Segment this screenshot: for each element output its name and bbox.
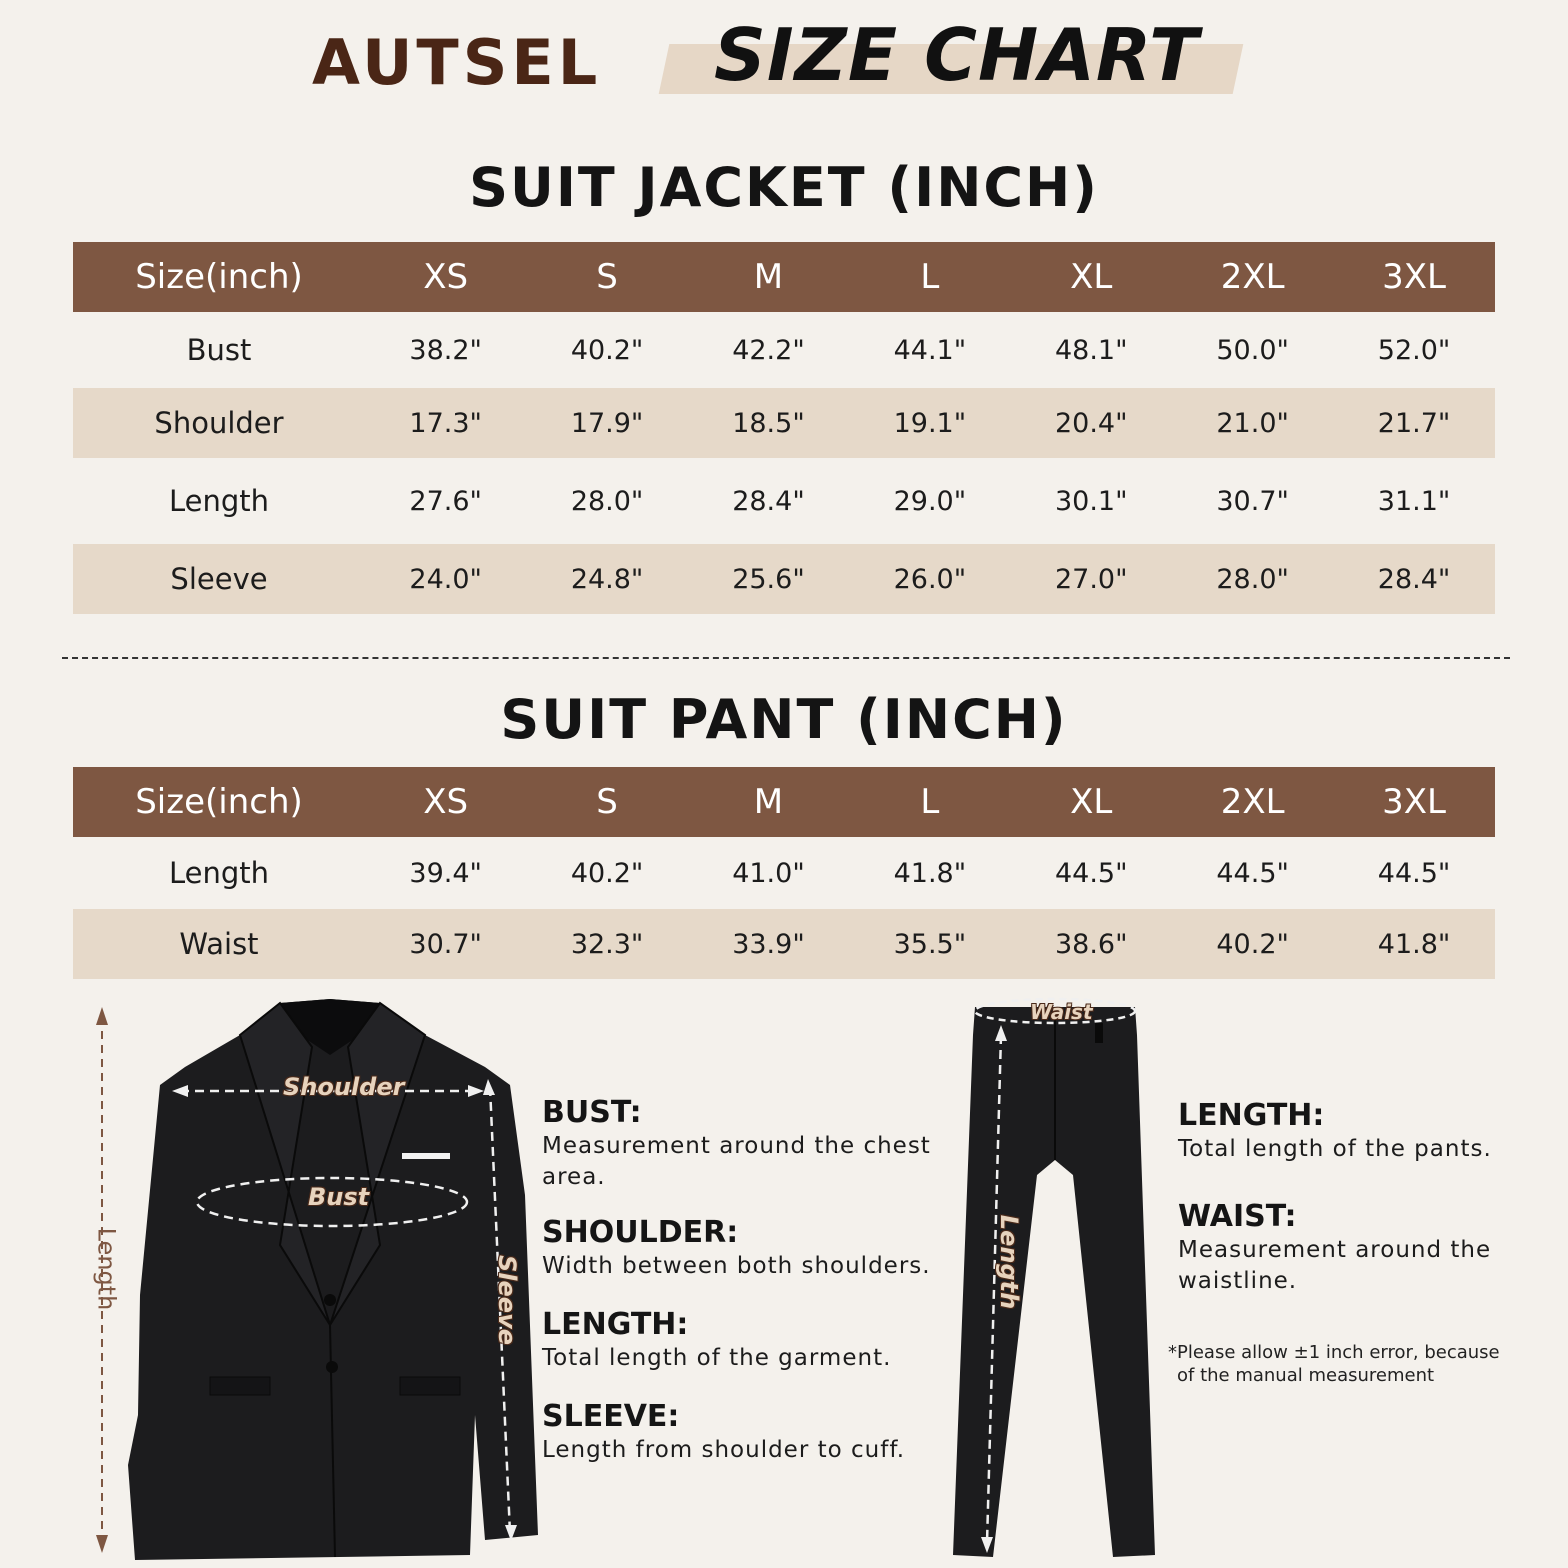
size-2xl-header: 2XL: [1220, 257, 1285, 297]
table-cell: 24.8": [570, 563, 644, 595]
size-s-header: S: [596, 782, 618, 822]
brand-logo: AUTSEL: [312, 26, 602, 99]
table-cell: 41.8": [1377, 928, 1451, 960]
guide-text: Width between both shoulders.: [542, 1253, 931, 1279]
size-l-header: L: [920, 782, 940, 822]
note-line: of the manual measurement: [1177, 1365, 1435, 1386]
guide-text: Total length of the garment.: [542, 1345, 892, 1371]
table-cell: 28.4": [1377, 563, 1451, 595]
guide-item: [542, 1215, 962, 1282]
size-2xl-header: 2XL: [1220, 782, 1285, 822]
pant-length-label: Length: [995, 1214, 1024, 1310]
row-label: Bust: [186, 333, 252, 367]
table-cell: 32.3": [570, 928, 644, 960]
table-cell: 44.5": [1377, 857, 1451, 889]
table-cell: 28.0": [570, 485, 644, 517]
table-cell: 19.1": [893, 407, 967, 439]
row-label: Waist: [179, 927, 259, 961]
size-column-header: Size(inch): [135, 782, 303, 822]
table-cell: 30.7": [1216, 485, 1289, 517]
size-3xl-header: 3XL: [1382, 257, 1446, 297]
jacket-section-title: SUIT JACKET (INCH): [469, 156, 1099, 219]
guide-item: [542, 1399, 962, 1466]
waist-label: Waist: [1030, 1000, 1093, 1024]
table-cell: 40.2": [1216, 928, 1289, 960]
pant-size-table: [73, 767, 1495, 979]
size-xl-header: XL: [1070, 257, 1113, 297]
guide-heading: BUST:: [542, 1095, 642, 1130]
table-cell: 17.9": [570, 407, 644, 439]
table-cell: 40.2": [570, 334, 644, 366]
size-xl-header: XL: [1070, 782, 1113, 822]
section-divider: [62, 657, 1510, 659]
table-cell: 28.4": [732, 485, 805, 517]
table-cell: 21.7": [1377, 407, 1451, 439]
guide-item: [542, 1095, 962, 1193]
pant-measurement-guide: [1178, 1098, 1548, 1297]
guide-heading: SHOULDER:: [542, 1215, 739, 1250]
table-cell: 31.1": [1377, 485, 1451, 517]
size-s-header: S: [596, 257, 618, 297]
guide-text: Total length of the pants.: [1178, 1136, 1492, 1162]
size-xs-header: XS: [423, 257, 469, 297]
table-cell: 27.6": [409, 485, 482, 517]
table-cell: 38.6": [1054, 928, 1128, 960]
guide-text: Measurement around the chest: [542, 1133, 931, 1159]
table-cell: 39.4": [409, 857, 482, 889]
table-cell: 26.0": [893, 563, 967, 595]
table-cell: 24.0": [409, 563, 482, 595]
table-header-row: [73, 767, 1495, 837]
guide-heading: WAIST:: [1178, 1199, 1297, 1234]
length-label: Length: [92, 1227, 121, 1311]
table-cell: 52.0": [1377, 334, 1451, 366]
size-m-header: M: [753, 257, 784, 297]
shoulder-label: Shoulder: [283, 1073, 405, 1101]
table-cell: 40.2": [570, 857, 644, 889]
pant-section-title: SUIT PANT (INCH): [500, 688, 1068, 751]
table-cell: 33.9": [732, 928, 805, 960]
table-cell: 35.5": [893, 928, 967, 960]
table-header-row: [73, 242, 1495, 312]
size-3xl-header: 3XL: [1382, 782, 1446, 822]
guide-text: Length from shoulder to cuff.: [542, 1437, 906, 1463]
note-line: *Please allow ±1 inch error, because: [1168, 1342, 1500, 1363]
guide-text: area.: [542, 1164, 606, 1190]
table-cell: 44.5": [1054, 857, 1128, 889]
table-cell: 17.3": [409, 407, 482, 439]
jacket-measurement-guide: [542, 1095, 962, 1466]
table-row-length: [73, 837, 1495, 909]
page-title: SIZE CHART: [714, 13, 1200, 97]
row-label: Length: [168, 856, 270, 890]
guide-text: waistline.: [1178, 1268, 1298, 1294]
table-cell: 27.0": [1054, 563, 1128, 595]
guide-item: [542, 1307, 962, 1374]
guide-heading: SLEEVE:: [542, 1399, 680, 1434]
table-row-length: [73, 458, 1495, 544]
table-cell: 25.6": [732, 563, 805, 595]
guide-text: Measurement around the: [1178, 1237, 1492, 1263]
table-cell: 50.0": [1216, 334, 1289, 366]
size-l-header: L: [920, 257, 940, 297]
row-label: Length: [168, 484, 270, 518]
table-cell: 28.0": [1216, 563, 1289, 595]
table-row-sleeve: [73, 544, 1495, 614]
table-row-waist: [73, 909, 1495, 979]
table-cell: 41.0": [732, 857, 805, 889]
row-label: Shoulder: [154, 406, 284, 440]
guide-item: [1178, 1199, 1548, 1297]
table-cell: 41.8": [893, 857, 967, 889]
table-cell: 38.2": [409, 334, 482, 366]
table-cell: 30.1": [1054, 485, 1128, 517]
table-cell: 44.5": [1216, 857, 1289, 889]
table-cell: 18.5": [732, 407, 805, 439]
guide-item: [1178, 1098, 1548, 1165]
measurement-note: [1168, 1341, 1558, 1387]
table-cell: 30.7": [409, 928, 482, 960]
guide-heading: LENGTH:: [1178, 1098, 1325, 1133]
table-row-shoulder: [73, 388, 1495, 458]
table-row-bust: [73, 312, 1495, 388]
table-cell: 48.1": [1054, 334, 1128, 366]
table-cell: 21.0": [1216, 407, 1289, 439]
bust-label: Bust: [308, 1183, 370, 1211]
pant-illustration: [945, 995, 1165, 1565]
size-m-header: M: [753, 782, 784, 822]
size-xs-header: XS: [423, 782, 469, 822]
row-label: Sleeve: [170, 562, 268, 596]
sleeve-label: Sleeve: [493, 1255, 521, 1345]
table-cell: 29.0": [893, 485, 967, 517]
jacket-size-table: [73, 242, 1495, 614]
guide-heading: LENGTH:: [542, 1307, 689, 1342]
table-cell: 20.4": [1054, 407, 1128, 439]
table-cell: 44.1": [893, 334, 967, 366]
size-column-header: Size(inch): [135, 257, 303, 297]
table-cell: 42.2": [732, 334, 805, 366]
